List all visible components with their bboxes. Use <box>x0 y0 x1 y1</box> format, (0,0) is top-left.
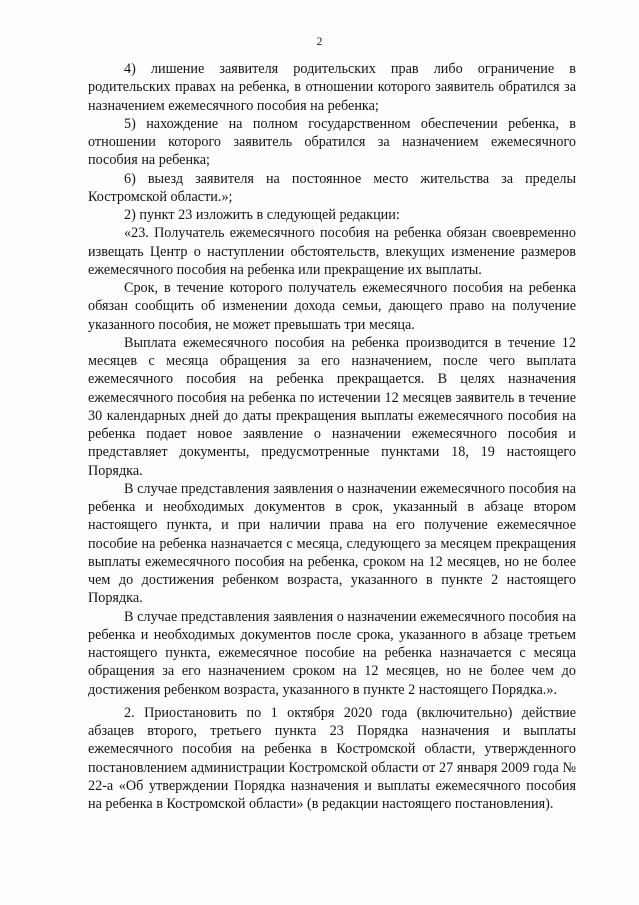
paragraph-subitem-2: 2) пункт 23 изложить в следующей редакции: <box>124 207 400 223</box>
paragraph-timely-application: В случае представления заявления о назначении ежемесячного пособия на ребенка и необходимых документов в срок, указанный в абзаце втором настоящего пункта, и при наличии права на его получение ежемесячное пособие на ребенка назначается с месяца, следующего за месяцем прекращения выплаты ежемесячного пособия на ребенка, сроком на 12 месяцев, но не более чем до достижения ребенком возраста, указанного в пункте 2 настоящего Порядка. <box>88 480 576 607</box>
document-body <box>88 60 576 813</box>
page-number: 2 <box>316 36 323 48</box>
paragraph-suspension: 2. Приостановить по 1 октября 2020 года (включительно) действие абзацев второго, третьего пункта 23 Порядка назначения и выплаты ежемесячного пособия на ребенка в Костромской области, утвержденного постановлением администрации Костромской области от 27 января 2009 года № 22-а «Об утверждении Порядка назначения и выплаты ежемесячного пособия на ребенка в Костромской области» (в редакции настоящего постановления). <box>88 704 576 812</box>
paragraph-reporting-term: Срок, в течение которого получатель ежемесячного пособия на ребенка обязан сообщить об изменении дохода семьи, дающего право на получение указанного пособия, не может превышать три месяца. <box>88 280 576 333</box>
paragraph-payment-period: Выплата ежемесячного пособия на ребенка производится в течение 12 месяцев с месяца обращения за его назначением, после чего выплата ежемесячного пособия на ребенка прекращается. В целях назначения ежемесячного пособия на ребенка по истечении 12 месяцев заявитель в течение 30 календарных дней до даты прекращения выплаты ежемесячного пособия на ребенка подает новое заявление о назначении ежемесячного пособия и представляет документы, предусмотренные пунктами 18, 19 настоящего Порядка. <box>88 334 576 479</box>
paragraph-clause-23: «23. Получатель ежемесячного пособия на ребенка обязан своевременно извещать Центр о наступлении обстоятельств, влекущих изменение размеров ежемесячного пособия на ребенка или прекращение их выплаты. <box>88 225 576 278</box>
paragraph-item-4: 4) лишение заявителя родительских прав либо ограничение в родительских правах на ребенка, в отношении которого заявитель обратился за назначением ежемесячного пособия на ребенка; <box>88 61 576 114</box>
paragraph-late-application: В случае представления заявления о назначении ежемесячного пособия на ребенка и необходимых документов после срока, указанного в абзаце третьем настоящего пункта, ежемесячное пособие на ребенка назначается с месяца обращения за его назначением сроком на 12 месяцев, но не более чем до достижения ребенком возраста, указанного в пункте 2 настоящего Порядка.». <box>88 608 576 698</box>
paragraph-item-5: 5) нахождение на полном государственном обеспечении ребенка, в отношении которого заявитель обратился за назначением ежемесячного пособия на ребенка; <box>88 115 576 169</box>
paragraph-item-6: 6) выезд заявителя на постоянное место жительства за пределы Костромской области.»; <box>88 170 576 205</box>
